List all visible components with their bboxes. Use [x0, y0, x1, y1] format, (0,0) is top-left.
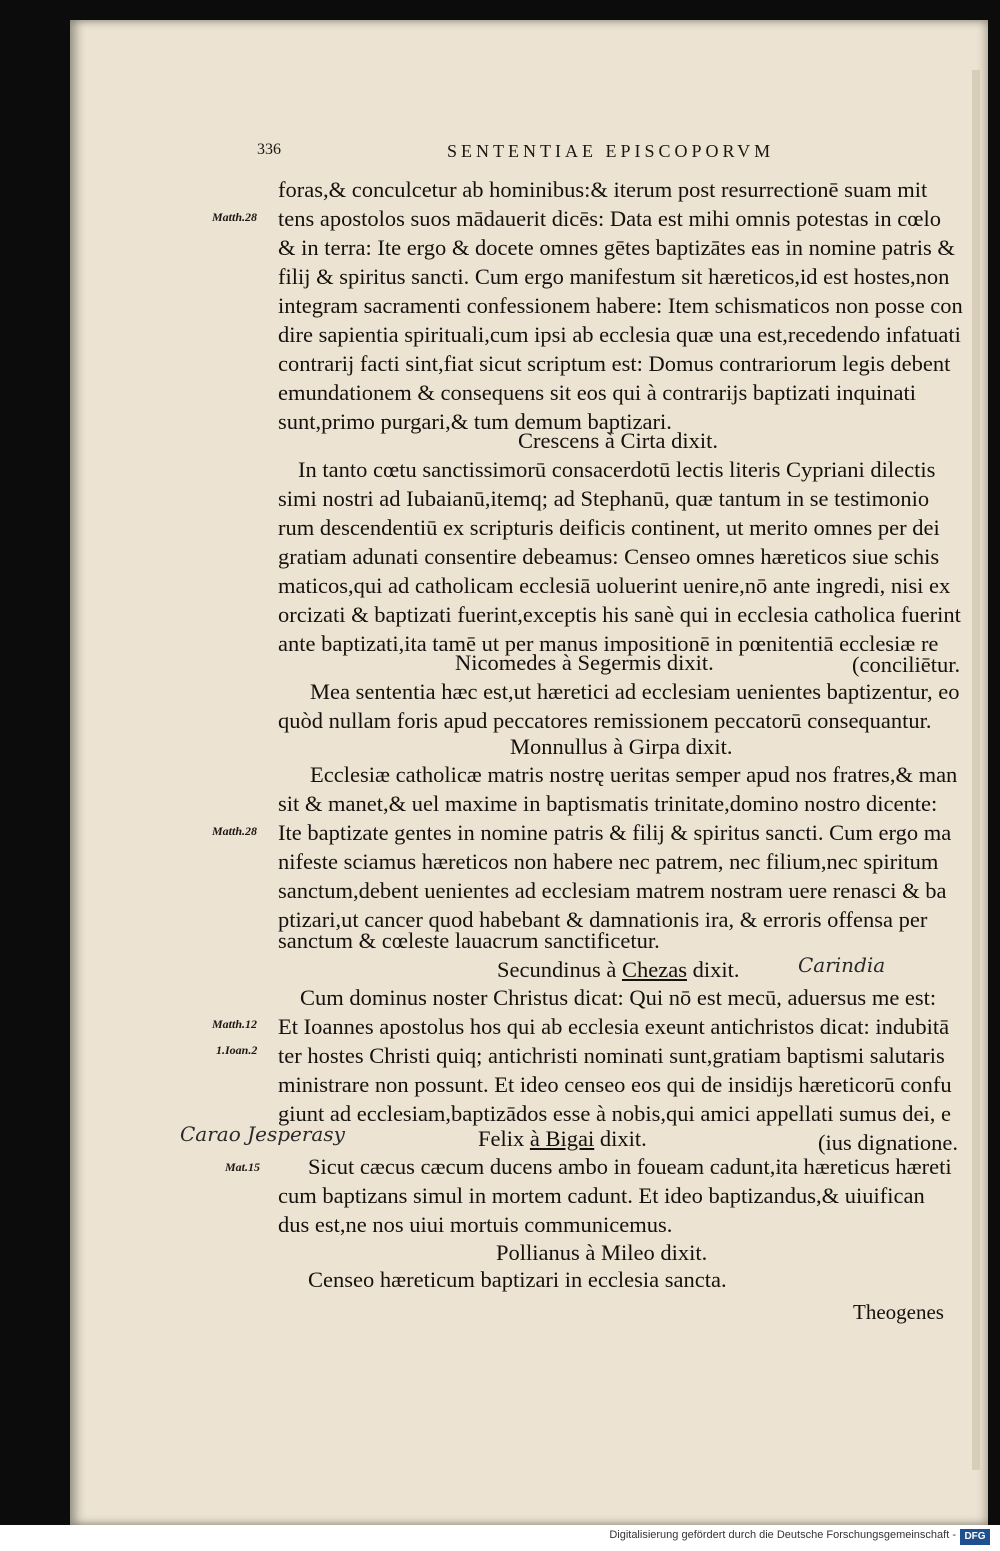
- margin-note: Matth.28: [212, 824, 258, 838]
- handwritten-note: Carao Jesperasy: [180, 1122, 345, 1146]
- handwritten-note: Carindia: [798, 953, 886, 977]
- text-line: (conciliētur.: [852, 652, 961, 677]
- speaker-heading: Monnullus à Girpa dixit.: [510, 734, 733, 759]
- running-title: SENTENTIAE EPISCOPORVM: [447, 141, 775, 161]
- speaker-heading: Nicomedes à Segermis dixit.: [455, 650, 714, 675]
- text-line: tens apostolos suos mādauerit dicēs: Data est mihi omnis potestas in cœlo: [278, 206, 942, 231]
- text-line: dus est,ne nos uiui mortuis communicemus.: [278, 1212, 673, 1237]
- text-line: filij & spiritus sancti. Cum ergo manifestum sit hæreticos,id est hostes,non: [278, 264, 950, 289]
- text-line: sanctum,debent uenientes ad ecclesiam matrem nostram uere renasci & ba: [278, 878, 947, 903]
- speaker-heading: [497, 955, 739, 985]
- speaker-heading: Pollianus à Mileo dixit.: [496, 1240, 708, 1265]
- text-line: gratiam adunati consentire debeamus: Censeo omnes hæreticos siue schis: [278, 544, 940, 569]
- speaker-place: Chezas: [621, 957, 687, 982]
- speaker-place: à Bigai: [529, 1126, 595, 1151]
- text-line: simi nostri ad Iubaianū,itemq; ad Stephanū, quæ tantum in se testimonio: [278, 486, 930, 511]
- text-line: ptizari,ut cancer quod habebant & damnationis ira, & erroris offensa per: [278, 907, 928, 932]
- footer-bar: [0, 1525, 1000, 1551]
- text-line: integram sacramenti confessionem habere: Item schismaticos non posse con: [278, 293, 963, 318]
- text-line: rum descendentiū ex scripturis deificis continent, ut merito omnes per dei: [278, 515, 940, 540]
- speaker-suffix: dixit.: [594, 1126, 647, 1151]
- speaker-heading: Crescens à Cirta dixit.: [518, 428, 718, 453]
- speaker-heading: [478, 1124, 647, 1154]
- margin-note: 1.Ioan.2: [216, 1043, 258, 1057]
- text-line: Ite baptizate gentes in nomine patris & filij & spiritus sancti. Cum ergo ma: [278, 820, 952, 845]
- text-line: Et Ioannes apostolus hos qui ab ecclesia exeunt antichristos dicat: indubitā: [278, 1014, 950, 1039]
- text-line: ter hostes Christi quiq; antichristi nominati sunt,gratiam baptismi salutaris: [278, 1043, 945, 1068]
- text-line: maticos,qui ad catholicam ecclesiā uoluerint uenire,nō ante ingredi, nisi ex: [278, 573, 951, 598]
- page-number: 336: [257, 141, 281, 158]
- text-line: orcizati & baptizati fuerint,exceptis his sanè qui in ecclesia catholica fuerint: [278, 602, 961, 627]
- margin-note: Matth.12: [212, 1017, 258, 1031]
- text-line: Mea sententia hæc est,ut hæretici ad ecclesiam uenientes baptizentur, eo: [310, 679, 960, 704]
- speaker-suffix: dixit.: [686, 957, 740, 982]
- text-line: (ius dignatione.: [818, 1130, 958, 1155]
- text-line: contrarij facti sint,fiat sicut scriptum est: Domus contrariorum legis debent: [278, 351, 951, 376]
- text-line: sanctum & cœleste lauacrum sanctificetur.: [278, 928, 660, 953]
- dfg-logo-icon[interactable]: DFG: [960, 1529, 990, 1545]
- text-line: ante baptizati,ita tamē ut per manus impositionē in pœnitentiā ecclesiæ re: [278, 631, 939, 656]
- speaker-name: Secundinus à: [497, 957, 622, 982]
- text-line: sunt,primo purgari,& tum demum baptizari.: [278, 409, 672, 434]
- catchword: Theogenes: [853, 1300, 944, 1324]
- text-line: emundationem & consequens sit eos qui à contrarijs baptizati inquinati: [278, 380, 916, 405]
- text-line: Sicut cæcus cæcum ducens ambo in foueam cadunt,ita hæreticus hæreti: [308, 1154, 952, 1179]
- footer-credit: Digitalisierung gefördert durch die Deutsche Forschungsgemeinschaft -: [609, 1529, 956, 1541]
- text-line: cum baptizans simul in mortem cadunt. Et ideo baptizandus,& uiuifican: [278, 1183, 925, 1208]
- text-line: Censeo hæreticum baptizari in ecclesia sancta.: [308, 1267, 727, 1292]
- text-line: & in terra: Ite ergo & docete omnes gētes baptizātes eas in nomine patris &: [278, 235, 955, 260]
- speaker-name: Felix: [478, 1126, 530, 1151]
- text-line: nifeste sciamus hæreticos non habere nec patrem, nec filium,nec spiritum: [278, 849, 939, 874]
- text-line: In tanto cœtu sanctissimorū consacerdotū lectis literis Cypriani dilectis: [298, 457, 936, 482]
- text-line: dire sapientia spirituali,cum ipsi ab ecclesia quæ una est,recedendo infatuati: [278, 322, 961, 347]
- margin-note: Mat.15: [225, 1160, 261, 1174]
- text-line: Cum dominus noster Christus dicat: Qui nō est mecū, aduersus me est:: [300, 985, 937, 1010]
- text-line: Ecclesiæ catholicæ matris nostrę ueritas semper apud nos fratres,& man: [310, 762, 958, 787]
- page-edge: [972, 70, 980, 1470]
- running-head: [257, 141, 857, 171]
- text-line: sit & manet,& uel maxime in baptismatis trinitate,domino nostro dicente:: [278, 791, 938, 816]
- text-line: giunt ad ecclesiam,baptizādos esse à nobis,qui amici appellati sumus dei, e: [278, 1101, 951, 1126]
- text-line: ministrare non possunt. Et ideo censeo eos qui de insidijs hæreticorū confu: [278, 1072, 952, 1097]
- margin-note: Matth.28: [212, 210, 258, 224]
- text-line: foras,& conculcetur ab hominibus:& iterum post resurrectionē suam mit: [278, 177, 928, 202]
- text-line: quòd nullam foris apud peccatores remissionem peccatorū consequantur.: [278, 708, 932, 733]
